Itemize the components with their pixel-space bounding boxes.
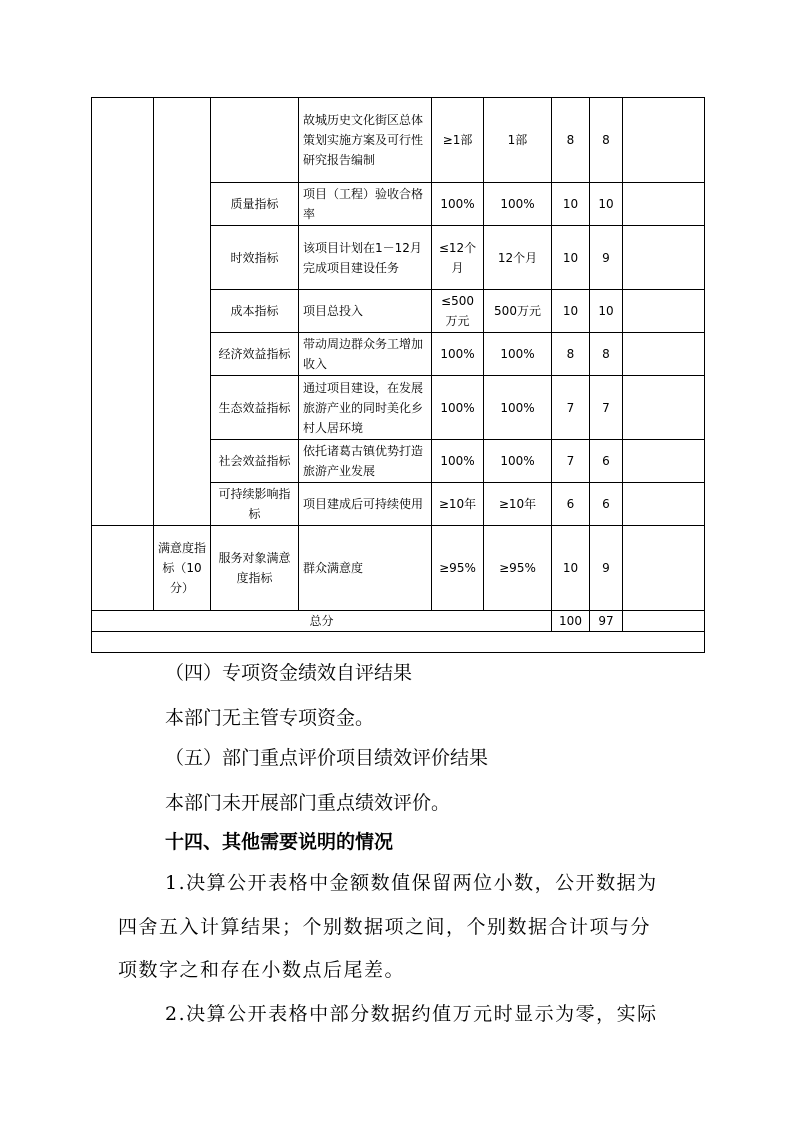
- remark-cell: [623, 526, 705, 611]
- score-cell: 8: [590, 98, 623, 183]
- table-row: [92, 526, 705, 611]
- score-cell: 6: [590, 483, 623, 526]
- indicator-cell: 服务对象满意度指标: [211, 526, 299, 611]
- remark-cell: [623, 333, 705, 376]
- section-5-body: 本部门未开展部门重点绩效评价。: [165, 792, 451, 814]
- weight-cell: 7: [552, 376, 590, 440]
- actual-cell: 12个月: [484, 226, 552, 290]
- indicator-cell: 经济效益指标: [211, 333, 299, 376]
- content-cell: 该项目计划在1－12月完成项目建设任务: [299, 226, 432, 290]
- target-cell: ≤500万元: [432, 290, 484, 333]
- score-cell: 8: [590, 333, 623, 376]
- target-cell: ≥1部: [432, 98, 484, 183]
- paragraph-1-line-3: 项数字之和存在小数点后尾差。: [118, 959, 406, 981]
- content-cell: 项目总投入: [299, 290, 432, 333]
- content-cell: 依托诸葛古镇优势打造旅游产业发展: [299, 440, 432, 483]
- performance-table: [91, 97, 705, 653]
- target-cell: ≤12个月: [432, 226, 484, 290]
- paragraph-2-line-1: 2.决算公开表格中部分数据约值万元时显示为零，实际: [165, 1003, 658, 1025]
- section-4-heading: （四）专项资金绩效自评结果: [165, 662, 413, 684]
- remark-cell: [623, 290, 705, 333]
- weight-cell: 10: [552, 183, 590, 226]
- content-cell: 项目（工程）验收合格率: [299, 183, 432, 226]
- total-weight: 100: [552, 611, 590, 632]
- score-cell: 10: [590, 290, 623, 333]
- empty-row: [92, 632, 705, 653]
- weight-cell: 6: [552, 483, 590, 526]
- section-5-heading: （五）部门重点评价项目绩效评价结果: [165, 747, 489, 769]
- indicator-cell: [211, 98, 299, 183]
- target-cell: 100%: [432, 376, 484, 440]
- target-cell: ≥95%: [432, 526, 484, 611]
- weight-cell: 8: [552, 333, 590, 376]
- total-label: 总分: [92, 611, 552, 632]
- score-cell: 7: [590, 376, 623, 440]
- score-cell: 10: [590, 183, 623, 226]
- target-cell: 100%: [432, 333, 484, 376]
- actual-cell: ≥10年: [484, 483, 552, 526]
- actual-cell: 1部: [484, 98, 552, 183]
- section-14-heading: 十四、其他需要说明的情况: [165, 831, 394, 853]
- total-score: 97: [590, 611, 623, 632]
- weight-cell: 10: [552, 526, 590, 611]
- remark-cell: [623, 183, 705, 226]
- content-cell: 故城历史文化街区总体策划实施方案及可行性研究报告编制: [299, 98, 432, 183]
- target-cell: 100%: [432, 440, 484, 483]
- actual-cell: 100%: [484, 376, 552, 440]
- satisfaction-category-cell: 满意度指标（10分）: [154, 526, 211, 611]
- content-cell: 群众满意度: [299, 526, 432, 611]
- target-cell: 100%: [432, 183, 484, 226]
- paragraph-1-line-2: 四舍五入计算结果；个别数据项之间，个别数据合计项与分: [118, 916, 652, 938]
- remark-cell: [623, 483, 705, 526]
- score-cell: 9: [590, 226, 623, 290]
- content-cell: 带动周边群众务工增加收入: [299, 333, 432, 376]
- weight-cell: 10: [552, 226, 590, 290]
- indicator-cell: 生态效益指标: [211, 376, 299, 440]
- remark-cell: [623, 376, 705, 440]
- category-cell: [92, 98, 154, 526]
- indicator-cell: 成本指标: [211, 290, 299, 333]
- remark-cell: [623, 440, 705, 483]
- subcategory-cell: [154, 98, 211, 526]
- actual-cell: 500万元: [484, 290, 552, 333]
- remark-cell: [623, 611, 705, 632]
- table-row: [92, 98, 705, 183]
- actual-cell: ≥95%: [484, 526, 552, 611]
- weight-cell: 10: [552, 290, 590, 333]
- score-cell: 6: [590, 440, 623, 483]
- indicator-cell: 社会效益指标: [211, 440, 299, 483]
- weight-cell: 7: [552, 440, 590, 483]
- weight-cell: 8: [552, 98, 590, 183]
- indicator-cell: 质量指标: [211, 183, 299, 226]
- actual-cell: 100%: [484, 183, 552, 226]
- remark-cell: [623, 226, 705, 290]
- target-cell: ≥10年: [432, 483, 484, 526]
- section-4-body: 本部门无主管专项资金。: [165, 707, 375, 729]
- remark-cell: [623, 98, 705, 183]
- content-cell: 项目建成后可持续使用: [299, 483, 432, 526]
- actual-cell: 100%: [484, 333, 552, 376]
- actual-cell: 100%: [484, 440, 552, 483]
- category-cell: [92, 526, 154, 611]
- indicator-cell: 时效指标: [211, 226, 299, 290]
- paragraph-1-line-1: 1.决算公开表格中金额数值保留两位小数，公开数据为: [165, 872, 658, 894]
- total-row: [92, 611, 705, 632]
- score-cell: 9: [590, 526, 623, 611]
- indicator-cell: 可持续影响指标: [211, 483, 299, 526]
- content-cell: 通过项目建设，在发展旅游产业的同时美化乡村人居环境: [299, 376, 432, 440]
